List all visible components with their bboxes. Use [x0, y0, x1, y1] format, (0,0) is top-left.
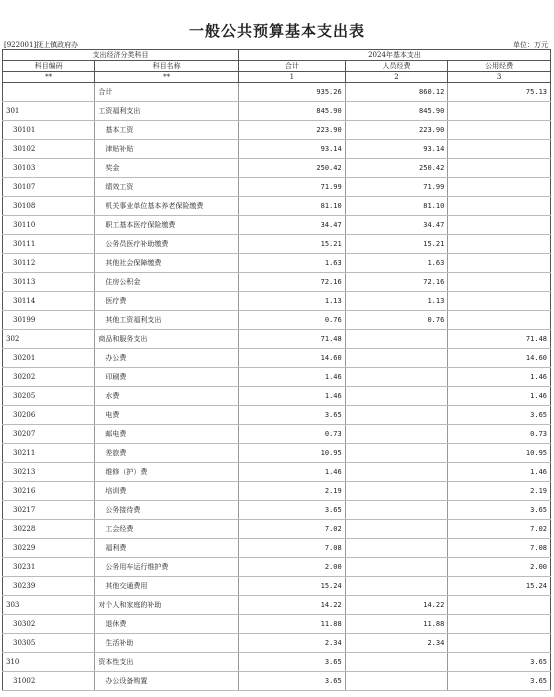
cell-personnel: [345, 387, 448, 406]
cell-public: [448, 216, 551, 235]
cell-total: 3.65: [239, 653, 346, 672]
cell-name: 其他工资福利支出: [95, 311, 239, 330]
cell-public: 7.02: [448, 520, 551, 539]
cell-personnel: [345, 520, 448, 539]
cell-personnel: [345, 425, 448, 444]
cell-personnel: 81.10: [345, 197, 448, 216]
cell-code: 30305: [3, 634, 95, 653]
table-row: [3, 121, 551, 140]
cell-code: 30199: [3, 311, 95, 330]
cell-code: 30108: [3, 197, 95, 216]
cell-personnel: 2.34: [345, 634, 448, 653]
table-row: [3, 653, 551, 672]
cell-code: 30103: [3, 159, 95, 178]
cell-total: 0.76: [239, 311, 346, 330]
cell-personnel: 71.99: [345, 178, 448, 197]
cell-total: 10.95: [239, 444, 346, 463]
cell-code: 30114: [3, 292, 95, 311]
cell-personnel: [345, 406, 448, 425]
cell-personnel: [345, 539, 448, 558]
cell-personnel: [345, 368, 448, 387]
cell-public: [448, 311, 551, 330]
header-index-personnel: 2: [345, 72, 448, 83]
cell-public: 2.19: [448, 482, 551, 501]
cell-name: 津贴补贴: [95, 140, 239, 159]
cell-public: 3.65: [448, 672, 551, 691]
cell-personnel: [345, 501, 448, 520]
cell-personnel: 1.63: [345, 254, 448, 273]
cell-total: 11.88: [239, 615, 346, 634]
cell-code: 31002: [3, 672, 95, 691]
cell-public: [448, 140, 551, 159]
cell-code: 30217: [3, 501, 95, 520]
cell-name: 住房公积金: [95, 273, 239, 292]
cell-public: [448, 596, 551, 615]
cell-public: [448, 634, 551, 653]
cell-total: 2.34: [239, 634, 346, 653]
header-total: 合计: [239, 61, 346, 72]
cell-code: 302: [3, 330, 95, 349]
cell-public: 1.46: [448, 463, 551, 482]
cell-public: [448, 178, 551, 197]
cell-code: 30202: [3, 368, 95, 387]
table-row: [3, 235, 551, 254]
cell-name: 公务员医疗补助缴费: [95, 235, 239, 254]
cell-total: 7.08: [239, 539, 346, 558]
cell-name: 办公设备购置: [95, 672, 239, 691]
cell-total: 250.42: [239, 159, 346, 178]
cell-personnel: 223.90: [345, 121, 448, 140]
cell-personnel: 34.47: [345, 216, 448, 235]
table-row: [3, 615, 551, 634]
table-row: [3, 539, 551, 558]
cell-total: 14.60: [239, 349, 346, 368]
cell-name: 合计: [95, 83, 239, 102]
table-row: [3, 577, 551, 596]
table-row: [3, 254, 551, 273]
cell-public: 0.73: [448, 425, 551, 444]
table-body: [3, 83, 551, 691]
table-row: [3, 406, 551, 425]
cell-name: 差旅费: [95, 444, 239, 463]
cell-code: 30102: [3, 140, 95, 159]
cell-code: 30213: [3, 463, 95, 482]
cell-code: 303: [3, 596, 95, 615]
cell-total: 71.99: [239, 178, 346, 197]
cell-public: [448, 292, 551, 311]
cell-public: 2.00: [448, 558, 551, 577]
cell-code: 30229: [3, 539, 95, 558]
cell-name: 公务接待费: [95, 501, 239, 520]
table-row: [3, 311, 551, 330]
cell-name: 公务用车运行维护费: [95, 558, 239, 577]
table-row: [3, 102, 551, 121]
cell-name: 培训费: [95, 482, 239, 501]
unit-label: 单位：万元: [513, 41, 548, 49]
cell-name: 商品和服务支出: [95, 330, 239, 349]
cell-public: 3.65: [448, 653, 551, 672]
cell-personnel: 250.42: [345, 159, 448, 178]
cell-name: 对个人和家庭的补助: [95, 596, 239, 615]
table-row: [3, 634, 551, 653]
cell-personnel: [345, 444, 448, 463]
table-row: [3, 463, 551, 482]
cell-code: 30113: [3, 273, 95, 292]
cell-personnel: 15.21: [345, 235, 448, 254]
cell-total: 1.63: [239, 254, 346, 273]
cell-personnel: 14.22: [345, 596, 448, 615]
table-row: [3, 197, 551, 216]
header-personnel: 人员经费: [345, 61, 448, 72]
cell-name: 邮电费: [95, 425, 239, 444]
table-row: [3, 83, 551, 102]
cell-total: 7.02: [239, 520, 346, 539]
cell-personnel: 11.88: [345, 615, 448, 634]
cell-public: 1.46: [448, 368, 551, 387]
table-row: [3, 159, 551, 178]
cell-personnel: [345, 482, 448, 501]
cell-code: 30112: [3, 254, 95, 273]
cell-personnel: [345, 653, 448, 672]
cell-personnel: [345, 349, 448, 368]
cell-name: 生活补助: [95, 634, 239, 653]
table-row: [3, 444, 551, 463]
cell-code: 30107: [3, 178, 95, 197]
cell-total: 845.90: [239, 102, 346, 121]
table-row: [3, 387, 551, 406]
cell-total: 15.24: [239, 577, 346, 596]
cell-code: 30110: [3, 216, 95, 235]
cell-name: 工资福利支出: [95, 102, 239, 121]
cell-total: 34.47: [239, 216, 346, 235]
cell-total: 1.46: [239, 387, 346, 406]
cell-code: 30302: [3, 615, 95, 634]
table-header: [3, 50, 551, 83]
cell-total: 3.65: [239, 501, 346, 520]
table-row: [3, 425, 551, 444]
cell-code: 30216: [3, 482, 95, 501]
cell-personnel: 72.16: [345, 273, 448, 292]
cell-name: 印刷费: [95, 368, 239, 387]
cell-total: 223.90: [239, 121, 346, 140]
cell-public: [448, 254, 551, 273]
cell-total: 1.13: [239, 292, 346, 311]
table-row: [3, 501, 551, 520]
cell-public: 1.46: [448, 387, 551, 406]
cell-public: [448, 121, 551, 140]
cell-personnel: 845.90: [345, 102, 448, 121]
cell-total: 72.16: [239, 273, 346, 292]
cell-personnel: 860.12: [345, 83, 448, 102]
cell-code: 30206: [3, 406, 95, 425]
cell-total: 71.48: [239, 330, 346, 349]
cell-name: 基本工资: [95, 121, 239, 140]
table-row: [3, 140, 551, 159]
cell-code: 30239: [3, 577, 95, 596]
cell-name: 福利费: [95, 539, 239, 558]
cell-total: 3.65: [239, 406, 346, 425]
cell-public: 14.60: [448, 349, 551, 368]
cell-personnel: 93.14: [345, 140, 448, 159]
table-row: [3, 330, 551, 349]
cell-total: 1.46: [239, 368, 346, 387]
cell-total: 93.14: [239, 140, 346, 159]
cell-personnel: 1.13: [345, 292, 448, 311]
cell-personnel: [345, 558, 448, 577]
cell-public: 3.65: [448, 501, 551, 520]
cell-total: 1.46: [239, 463, 346, 482]
header-index-name: **: [95, 72, 239, 83]
cell-public: 10.95: [448, 444, 551, 463]
cell-code: 310: [3, 653, 95, 672]
cell-total: 15.21: [239, 235, 346, 254]
header-group-right: 2024年基本支出: [239, 50, 551, 61]
cell-total: 81.10: [239, 197, 346, 216]
header-public: 公用经费: [448, 61, 551, 72]
cell-total: 3.65: [239, 672, 346, 691]
cell-public: 7.08: [448, 539, 551, 558]
cell-name: 机关事业单位基本养老保险缴费: [95, 197, 239, 216]
table-row: [3, 349, 551, 368]
page-title: 一般公共预算基本支出表: [188, 22, 365, 40]
cell-code: [3, 83, 95, 102]
cell-name: 水费: [95, 387, 239, 406]
cell-public: 71.48: [448, 330, 551, 349]
table-row: [3, 520, 551, 539]
header-code: 科目编码: [3, 61, 95, 72]
cell-name: 奖金: [95, 159, 239, 178]
table-row: [3, 178, 551, 197]
cell-name: 资本性支出: [95, 653, 239, 672]
header-name: 科目名称: [95, 61, 239, 72]
table-row: [3, 672, 551, 691]
cell-name: 绩效工资: [95, 178, 239, 197]
header-group-left: 支出经济分类科目: [3, 50, 239, 61]
cell-name: 维修（护）费: [95, 463, 239, 482]
table-row: [3, 596, 551, 615]
cell-public: [448, 159, 551, 178]
cell-total: 2.00: [239, 558, 346, 577]
cell-personnel: [345, 577, 448, 596]
header-index-code: **: [3, 72, 95, 83]
cell-code: 30231: [3, 558, 95, 577]
cell-public: [448, 235, 551, 254]
cell-total: 0.73: [239, 425, 346, 444]
table-row: [3, 558, 551, 577]
table-row: [3, 482, 551, 501]
unit-code: [922001]抚上镇政府办: [4, 41, 79, 49]
cell-name: 其他交通费用: [95, 577, 239, 596]
cell-personnel: [345, 330, 448, 349]
table-row: [3, 273, 551, 292]
cell-public: 75.13: [448, 83, 551, 102]
budget-table: [2, 49, 551, 691]
cell-code: 30111: [3, 235, 95, 254]
cell-public: [448, 102, 551, 121]
cell-total: 2.19: [239, 482, 346, 501]
cell-name: 工会经费: [95, 520, 239, 539]
cell-personnel: [345, 672, 448, 691]
cell-name: 电费: [95, 406, 239, 425]
header-index-public: 3: [448, 72, 551, 83]
cell-total: 935.26: [239, 83, 346, 102]
cell-total: 14.22: [239, 596, 346, 615]
cell-public: [448, 197, 551, 216]
cell-name: 办公费: [95, 349, 239, 368]
table-row: [3, 216, 551, 235]
cell-code: 301: [3, 102, 95, 121]
cell-public: [448, 615, 551, 634]
cell-code: 30205: [3, 387, 95, 406]
cell-code: 30201: [3, 349, 95, 368]
table-row: [3, 292, 551, 311]
cell-name: 退休费: [95, 615, 239, 634]
header-index-total: 1: [239, 72, 346, 83]
cell-public: 15.24: [448, 577, 551, 596]
cell-code: 30228: [3, 520, 95, 539]
cell-public: [448, 273, 551, 292]
cell-code: 30207: [3, 425, 95, 444]
cell-name: 职工基本医疗保险缴费: [95, 216, 239, 235]
cell-public: 3.65: [448, 406, 551, 425]
cell-personnel: [345, 463, 448, 482]
cell-code: 30101: [3, 121, 95, 140]
cell-personnel: 0.76: [345, 311, 448, 330]
cell-code: 30211: [3, 444, 95, 463]
cell-name: 其他社会保障缴费: [95, 254, 239, 273]
cell-name: 医疗费: [95, 292, 239, 311]
table-row: [3, 368, 551, 387]
